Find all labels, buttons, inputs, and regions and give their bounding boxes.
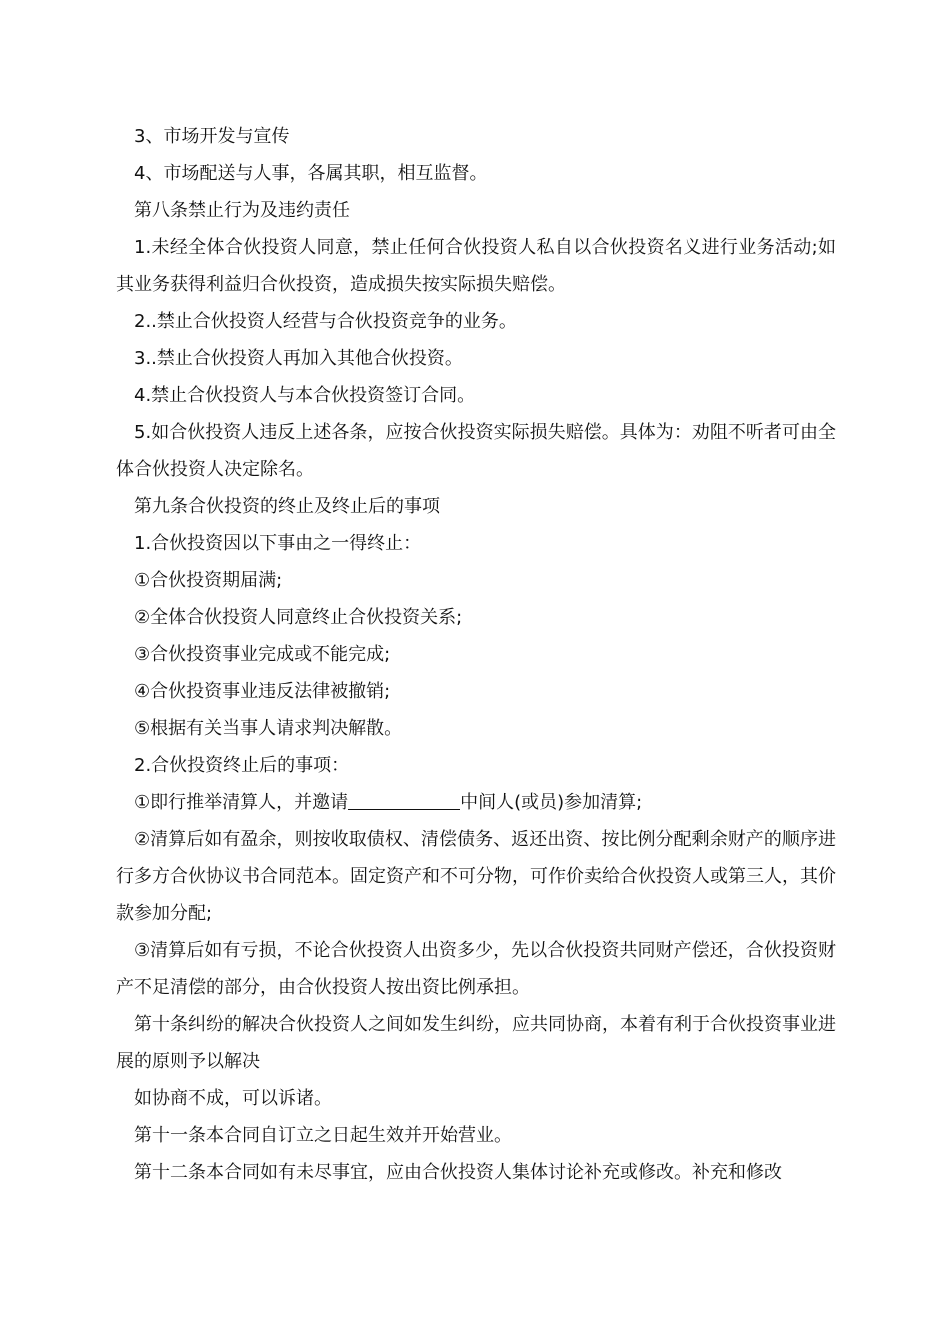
paragraph: 3、市场开发与宣传	[134, 126, 290, 147]
section-heading: 第十一条本合同自订立之日起生效并开始营业。	[134, 1125, 512, 1146]
paragraph: 2..禁止合伙投资人经营与合伙投资竞争的业务。	[134, 311, 517, 332]
list-item: ④合伙投资事业违反法律被撤销;	[134, 681, 391, 702]
paragraph: 4、市场配送与人事，各属其职，相互监督。	[134, 163, 488, 184]
paragraph: 1.合伙投资因以下事由之一得终止：	[134, 533, 422, 554]
list-item: ①合伙投资期届满;	[134, 570, 283, 591]
list-item: ③合伙投资事业完成或不能完成;	[134, 644, 391, 665]
text-after-blank: 中间人(或员)参加清算;	[460, 792, 643, 813]
text-before-blank: ①即行推举清算人，并邀请	[134, 792, 349, 813]
paragraph: 2.合伙投资终止后的事项：	[134, 755, 350, 776]
section-heading: 第十二条本合同如有未尽事宜，应由合伙投资人集体讨论补充或修改。补充和修改	[134, 1162, 782, 1183]
paragraph: 1.未经全体合伙投资人同意，禁止任何合伙投资人私自以合伙投资名义进行业务活动;如其业务获得利益归合伙投资，造成损失按实际损失赔偿。	[116, 237, 836, 295]
section-heading: 第十条纠纷的解决合伙投资人之间如发生纠纷，应共同协商，本着有利于合伙投资事业进展的原则予以解决	[116, 1014, 836, 1072]
list-item: ③清算后如有亏损，不论合伙投资人出资多少，先以合伙投资共同财产偿还，合伙投资财产不足清偿的部分，由合伙投资人按出资比例承担。	[116, 940, 836, 998]
document-body	[116, 118, 836, 1191]
section-heading: 第八条禁止行为及违约责任	[134, 200, 350, 221]
section-heading: 第九条合伙投资的终止及终止后的事项	[134, 496, 440, 517]
list-item: ②清算后如有盈余，则按收取债权、清偿债务、返还出资、按比例分配剩余财产的顺序进行多方合伙协议书合同范本。固定资产和不可分物，可作价卖给合伙投资人或第三人，其价款参加分配;	[116, 829, 836, 924]
list-item: ⑤根据有关当事人请求判决解散。	[134, 718, 403, 739]
paragraph: 3..禁止合伙投资人再加入其他合伙投资。	[134, 348, 463, 369]
paragraph: 如协商不成，可以诉诸。	[134, 1088, 332, 1109]
paragraph: 4.禁止合伙投资人与本合伙投资签订合同。	[134, 385, 476, 406]
list-item	[116, 784, 836, 821]
fill-in-blank	[348, 791, 460, 810]
paragraph: 5.如合伙投资人违反上述各条，应按合伙投资实际损失赔偿。具体为：劝阻不听者可由全体合伙投资人决定除名。	[116, 422, 836, 480]
list-item: ②全体合伙投资人同意终止合伙投资关系;	[134, 607, 463, 628]
